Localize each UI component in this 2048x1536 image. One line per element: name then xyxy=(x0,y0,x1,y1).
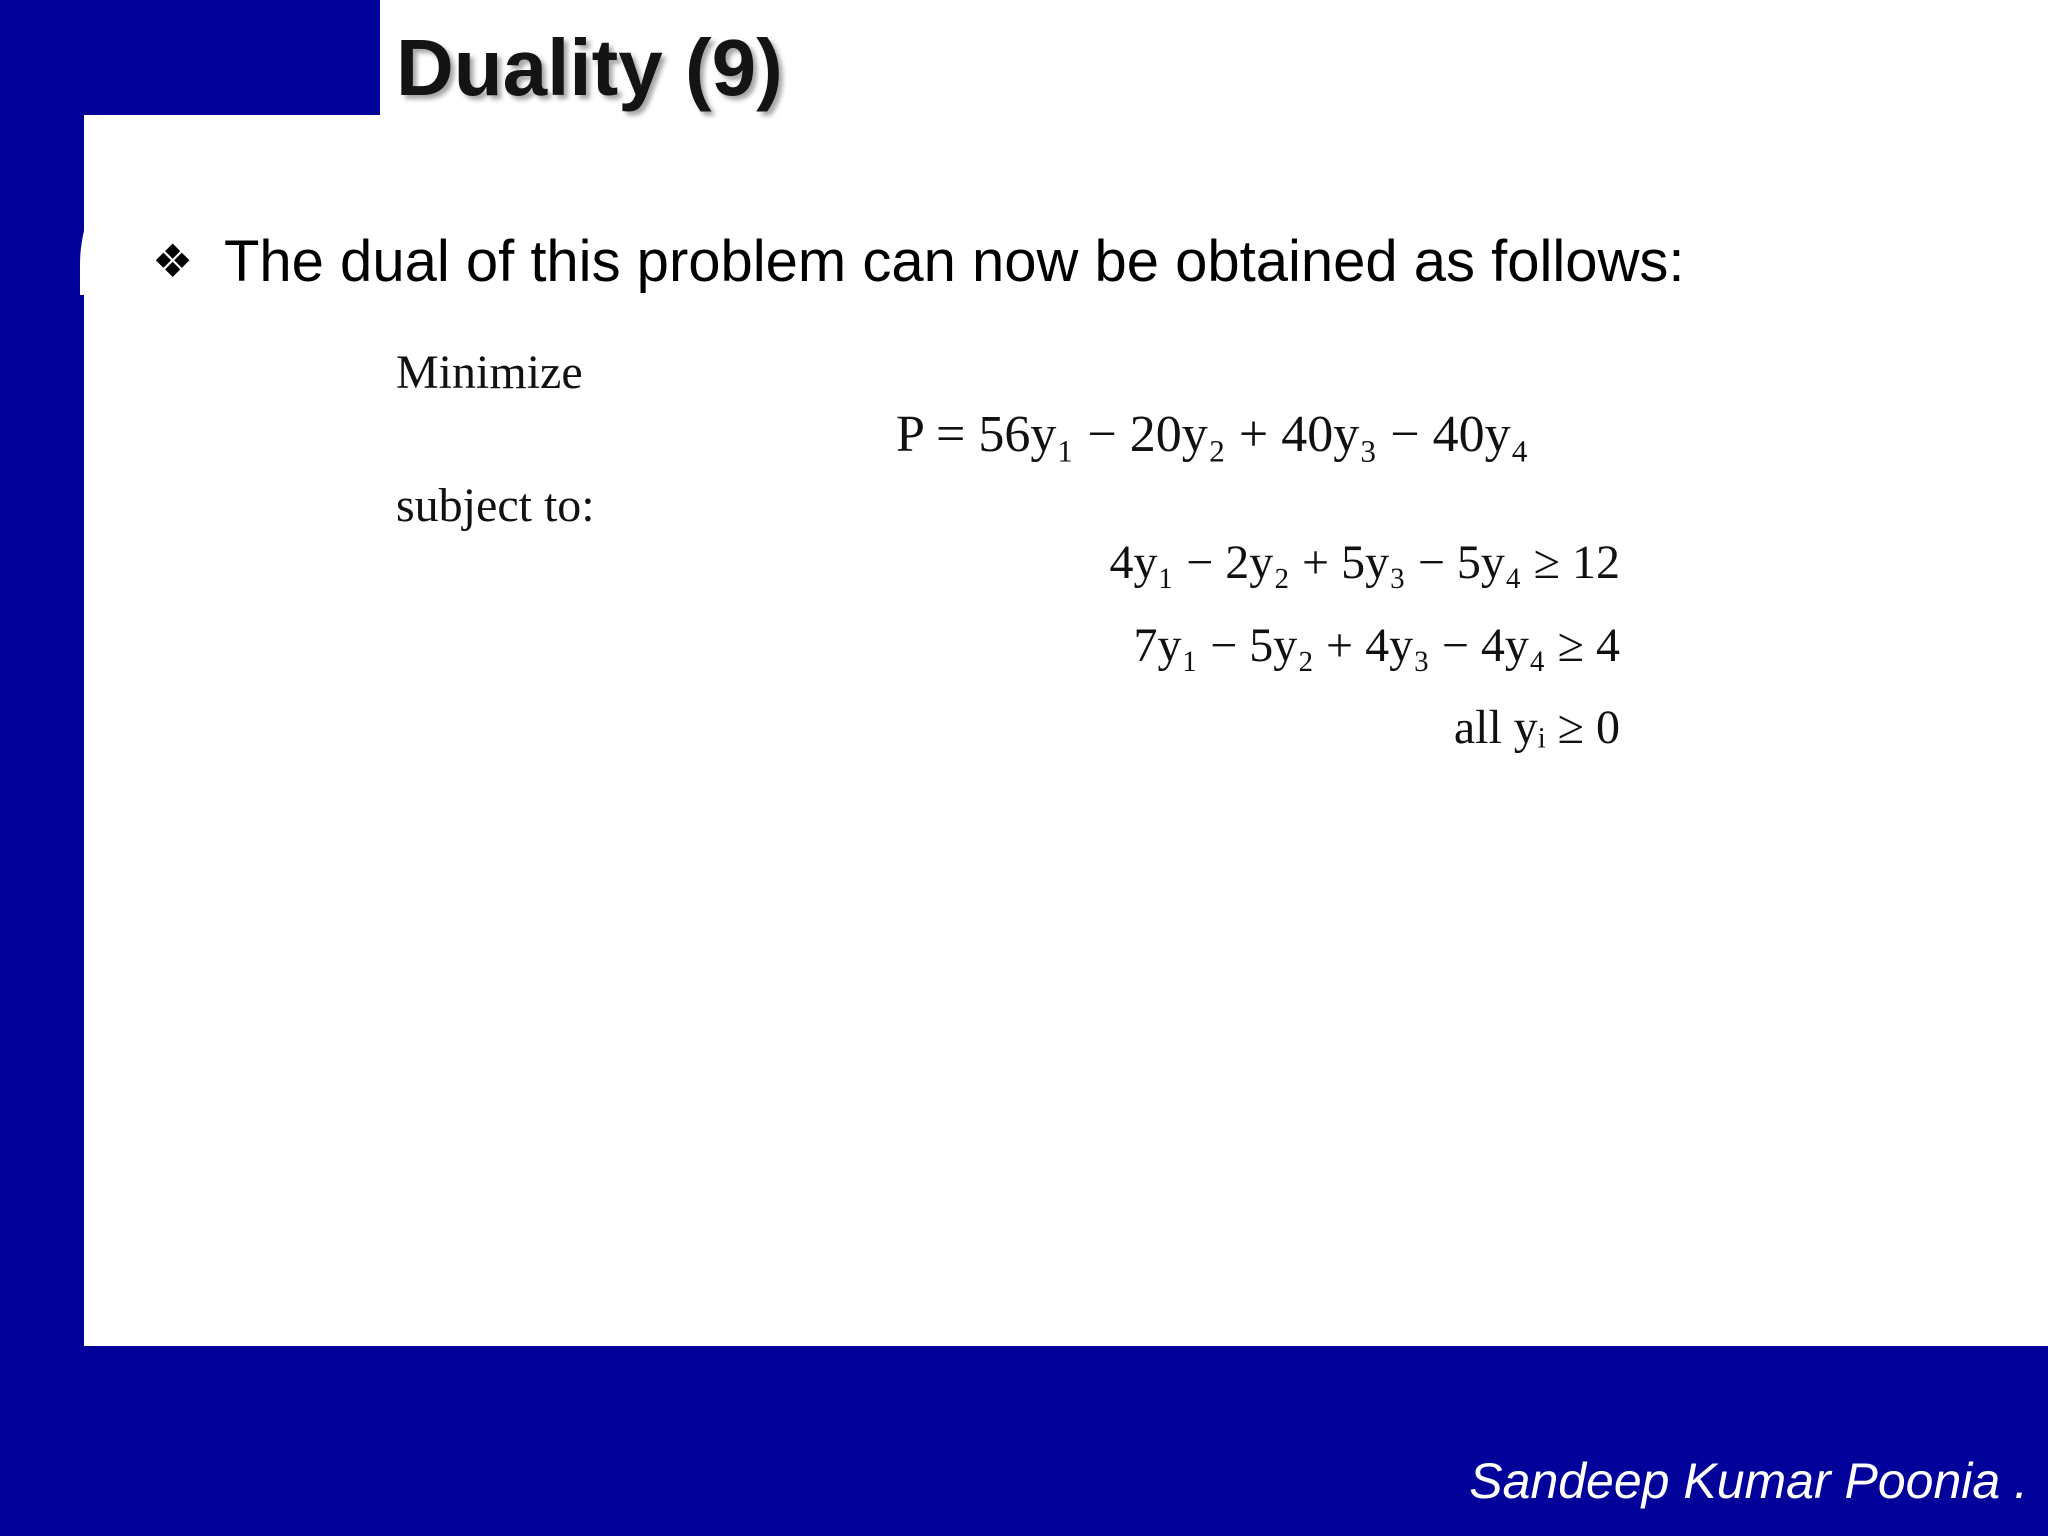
constraint-2: 7y₁ − 5y₂ + 4y₃ − 4y₄ ≥ 4 xyxy=(1133,619,1620,672)
left-blue-bar xyxy=(0,0,84,1536)
diamond-bullet-icon: ❖ xyxy=(152,235,194,287)
bullet-text: The dual of this problem can now be obtained as follows: xyxy=(224,229,1685,294)
slide-title: Duality (9) xyxy=(396,23,783,112)
objective-function: P = 56y₁ − 20y₂ + 40y₃ − 40y₄ xyxy=(896,406,1529,463)
footer-author: Sandeep Kumar Poonia . xyxy=(1469,1453,2028,1509)
nonnegativity-constraint: all yᵢ ≥ 0 xyxy=(1453,701,1620,754)
top-left-blue-block xyxy=(0,0,380,115)
minimize-label: Minimize xyxy=(396,346,583,399)
subject-to-label: subject to: xyxy=(396,479,595,532)
bullet-point xyxy=(152,226,1685,297)
constraint-1: 4y₁ − 2y₂ + 5y₃ − 5y₄ ≥ 12 xyxy=(1109,536,1620,589)
